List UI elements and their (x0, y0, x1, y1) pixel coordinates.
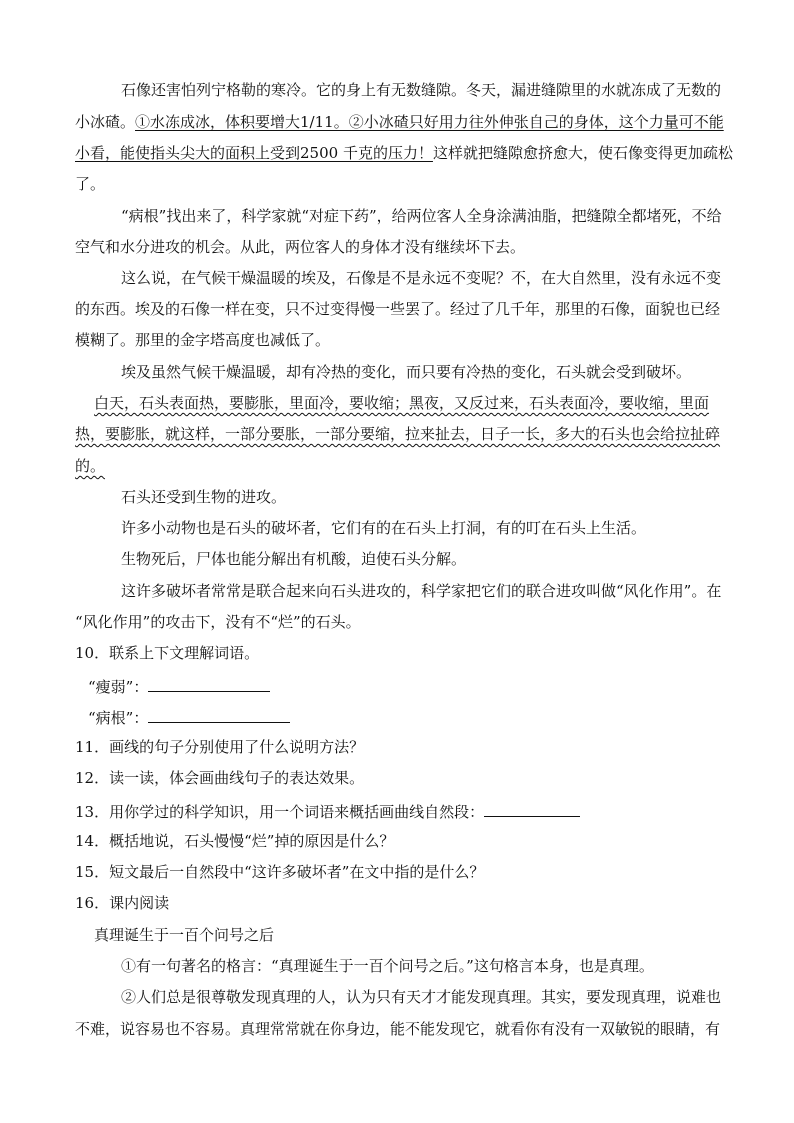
p6-line-1: 石头还受到生物的进攻。 (121, 488, 287, 506)
p7-line-1: 许多小动物也是石头的破坏者，它们有的在石头上打洞，有的叮在石头上生活。 (121, 519, 647, 537)
question-10: 10．联系上下文理解词语。 (75, 644, 260, 662)
p1-line-2-plain: 小冰碴。 (75, 113, 136, 131)
question-10-a (88, 675, 270, 697)
question-16: 16．课内阅读 (75, 894, 170, 912)
p4-line-1: 埃及虽然气候干燥温暖，却有冷热的变化，而只要有冷热的变化，石头就会受到破坏。 (121, 363, 692, 381)
question-10-b (88, 706, 290, 728)
p3-line-3: 模糊了。那里的金字塔高度也减低了。 (75, 331, 331, 349)
p1-line-4: 了。 (75, 175, 106, 193)
p9-line-2: “风化作用”的攻击下，没有不“烂”的石头。 (75, 613, 361, 631)
question-13-text: 13．用你学过的科学知识，用一个词语来概括画曲线自然段： (75, 803, 485, 821)
p1-line-3-plain: 这样就把缝隙愈挤愈大，使石像变得更加疏松 (432, 144, 733, 162)
p2-line-1: “病根”找出来了，科学家就“对症下药”，给两位客人全身涂满油脂，把缝隙全都堵死，不给 (121, 207, 722, 225)
p3-line-2: 的东西。埃及的石像一样在变，只不过变得慢一些罢了。经过了几千年，那里的石像，面貌也已经 (75, 300, 721, 318)
wavy-paragraph-line-2: 热，要膨胀，就这样，一部分要胀，一部分要缩，拉来扯去，日子一长，多大的石头也会给拉扯碎 (75, 425, 721, 443)
p1-line-1: 石像还害怕列宁格勒的寒冷。它的身上有无数缝隙。冬天，漏进缝隙里的水就冻成了无数的 (121, 81, 722, 99)
p9-line-1: 这许多破坏者常常是联合起来向石头进攻的，科学家把它们的联合进攻叫做“风化作用”。在 (121, 582, 722, 600)
question-15: 15．短文最后一自然段中“这许多破坏者”在文中指的是什么？ (75, 863, 485, 881)
p1-line-2 (75, 112, 724, 132)
underlined-sentence-1: ①水冻成冰，体积要增大1/11。②小冰碴只好用力往外伸张自己的身体，这个力量可不能 (135, 113, 724, 131)
p8-line-1: 生物死后，尸体也能分解出有机酸，迫使石头分解。 (121, 550, 467, 568)
p2-line-2: 空气和水分进攻的机会。从此，两位客人的身体才没有继续坏下去。 (75, 238, 526, 256)
reading-para-1: ①有一句著名的格言：“真理诞生于一百个问号之后。”这句格言本身，也是真理。 (121, 957, 654, 975)
wavy-paragraph-line-1: 白天，石头表面热，要膨胀，里面冷，要收缩；黑夜，又反过来，石头表面冷，要收缩，里面 (94, 394, 710, 412)
reading-para-2-line-1: ②人们总是很尊敬发现真理的人，认为只有天才才能发现真理。其实，要发现真理，说难也 (121, 988, 722, 1006)
p1-line-3 (75, 143, 733, 163)
term-binggen: “病根”： (88, 709, 149, 727)
p3-line-1: 这么说，在气候干燥温暖的埃及，石像是不是永远不变呢？不，在大自然里，没有永远不变 (121, 269, 722, 287)
reading-para-2-line-2: 不难，说容易也不容易。真理常常就在你身边，能不能发现它，就看你有没有一双敏锐的眼睛，有 (75, 1020, 721, 1038)
answer-blank-shouruo[interactable] (148, 675, 270, 692)
question-14: 14．概括地说，石头慢慢“烂”掉的原因是什么？ (75, 832, 395, 850)
question-13 (75, 800, 580, 822)
reading-title: 真理诞生于一百个问号之后 (94, 926, 275, 944)
answer-blank-q13[interactable] (484, 800, 580, 817)
wavy-paragraph-line-3: 的。 (75, 457, 106, 475)
question-12: 12．读一读，体会画曲线句子的表达效果。 (75, 769, 365, 787)
question-11: 11．画线的句子分别使用了什么说明方法？ (75, 738, 365, 756)
term-shouruo: “瘦弱”： (88, 678, 149, 696)
underlined-sentence-2: 小看，能使指头尖大的面积上受到2500 千克的压力！ (75, 144, 433, 162)
answer-blank-binggen[interactable] (148, 706, 290, 723)
